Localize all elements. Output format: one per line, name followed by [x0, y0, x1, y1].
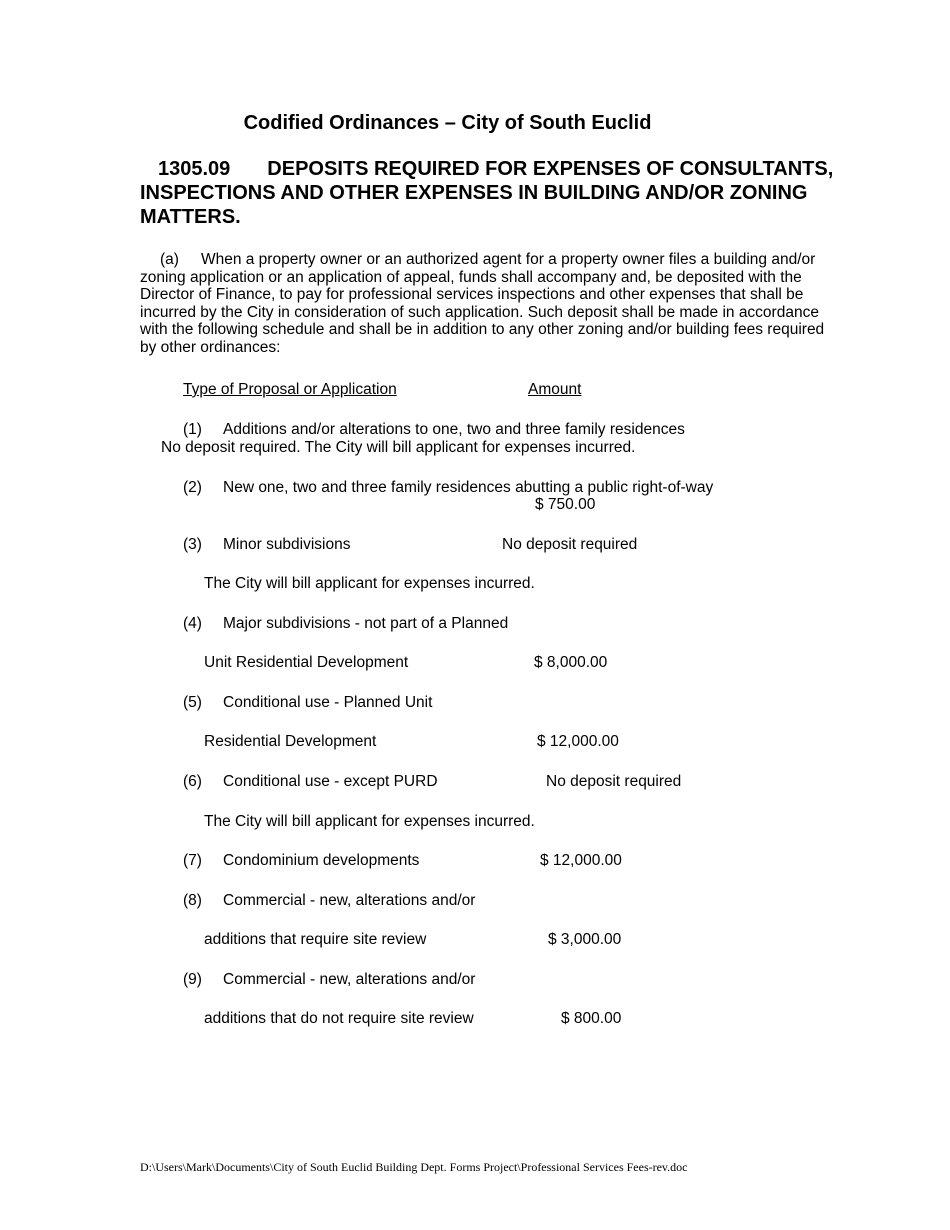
item-5-amount: $ 12,000.00: [537, 733, 619, 750]
item-9-amount: $ 800.00: [561, 1010, 622, 1027]
paragraph-a: [140, 251, 830, 356]
item-3-note: The City will bill applicant for expenses incurred.: [204, 575, 535, 592]
schedule-header-type: Type of Proposal or Application: [183, 381, 397, 398]
item-2-number: (2): [183, 479, 202, 496]
item-8-amount: $ 3,000.00: [548, 931, 622, 948]
section-heading: [140, 157, 860, 229]
item-1-note: No deposit required. The City will bill applicant for expenses incurred.: [161, 439, 636, 456]
item-3-number: (3): [183, 536, 202, 553]
item-8-description: Commercial - new, alterations and/or: [223, 892, 476, 909]
item-9-description-cont: additions that do not require site review: [204, 1010, 474, 1027]
item-6-amount: No deposit required: [546, 773, 682, 790]
paragraph-a-text: When a property owner or an authorized agent for a property owner files a building and/or zoning application or an application of appeal, funds shall accompany and, be deposited with the Director of Finance, to pay for professional services inspections and other expenses that shall be incurred by the City in consideration of such application. Such deposit shall be made in accordance with the following schedule and shall be in addition to any other zoning and/or building fees required by other ordinances:: [140, 251, 825, 356]
item-3-description: Minor subdivisions: [223, 536, 351, 553]
item-5-number: (5): [183, 694, 202, 711]
schedule-header-amount: Amount: [528, 381, 582, 398]
item-3-amount: No deposit required: [502, 536, 638, 553]
paragraph-a-label: (a): [160, 251, 179, 268]
item-7-description: Condominium developments: [223, 852, 420, 869]
item-4-description-cont: Unit Residential Development: [204, 654, 409, 671]
item-5-description: Conditional use - Planned Unit: [223, 694, 433, 711]
item-4-amount: $ 8,000.00: [534, 654, 608, 671]
footer-file-path: D:\Users\Mark\Documents\City of South Euclid Building Dept. Forms Project\Professional Services Fees-rev.doc: [140, 1160, 688, 1174]
section-title: DEPOSITS REQUIRED FOR EXPENSES OF CONSULTANTS, INSPECTIONS AND OTHER EXPENSES IN BUILDING AND/OR ZONING MATTERS.: [140, 158, 834, 228]
item-2-description: New one, two and three family residences abutting a public right-of-way: [223, 479, 714, 496]
item-2-amount: $ 750.00: [535, 496, 596, 513]
item-8-number: (8): [183, 892, 202, 909]
item-1-description: Additions and/or alterations to one, two and three family residences: [223, 421, 685, 438]
item-9-description: Commercial - new, alterations and/or: [223, 971, 476, 988]
item-7-amount: $ 12,000.00: [540, 852, 622, 869]
item-6-description: Conditional use - except PURD: [223, 773, 438, 790]
item-4-description: Major subdivisions - not part of a Planned: [223, 615, 509, 632]
item-9-number: (9): [183, 971, 202, 988]
page-title: Codified Ordinances – City of South Euclid: [243, 112, 652, 134]
item-7-number: (7): [183, 852, 202, 869]
item-4-number: (4): [183, 615, 202, 632]
item-8-description-cont: additions that require site review: [204, 931, 427, 948]
item-6-number: (6): [183, 773, 202, 790]
item-5-description-cont: Residential Development: [204, 733, 377, 750]
item-6-note: The City will bill applicant for expenses incurred.: [204, 813, 535, 830]
section-number: 1305.09: [158, 158, 231, 180]
item-1-number: (1): [183, 421, 202, 438]
